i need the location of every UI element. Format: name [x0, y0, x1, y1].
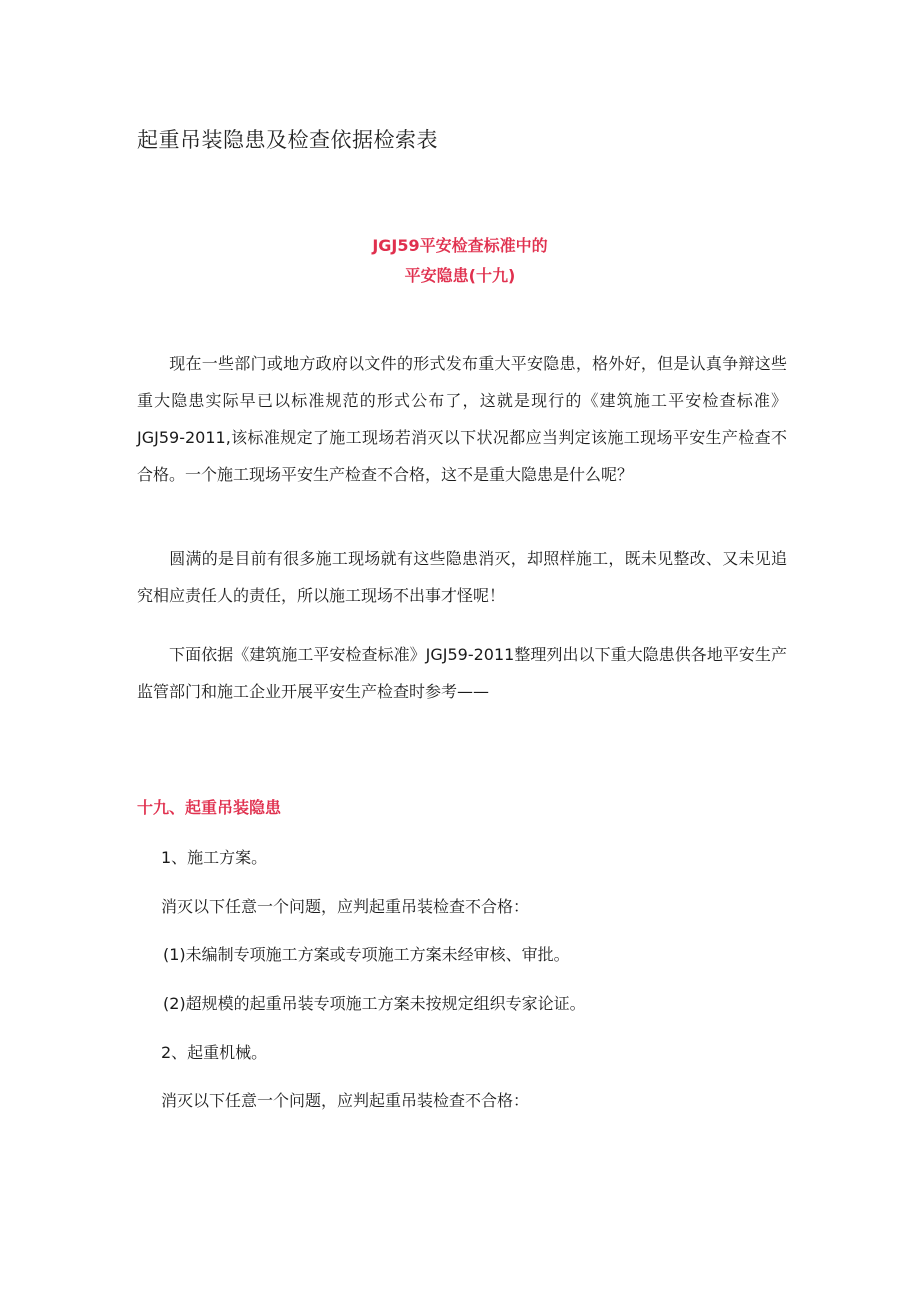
paragraph-text: 下面依据《建筑施工平安检查标准》JGJ59-2011整理列出以下重大隐患供各地平安生产监管部门和施工企业开展平安生产检查时参考—— — [137, 645, 787, 701]
intro-paragraph-2 — [137, 540, 787, 614]
paragraph-text: 圆满的是目前有很多施工现场就有这些隐患消灭，却照样施工，既未见整改、又未见追究相应责任人的责任，所以施工现场不出事才怪呢！ — [137, 549, 787, 605]
page-title: 起重吊装隐患及检查依据检索表 — [137, 128, 438, 152]
subheading-line-1: JGJ59平安检查标准中的 — [372, 236, 548, 255]
item-criteria-1: 消灭以下任意一个问题，应判起重吊装检查不合格： — [161, 897, 530, 916]
item-criteria-2: 消灭以下任意一个问题，应判起重吊装检查不合格： — [161, 1091, 530, 1110]
item-construction-plan: 1、施工方案。 — [161, 848, 268, 867]
item-sub-1: (1)未编制专项施工方案或专项施工方案未经审核、审批。 — [163, 945, 570, 964]
intro-paragraph-3 — [137, 636, 787, 710]
intro-paragraph-1 — [137, 345, 787, 493]
subheading-line-2: 平安隐患(十九) — [404, 266, 516, 285]
item-sub-2: (2)超规模的起重吊装专项施工方案未按规定组织专家论证。 — [163, 994, 586, 1013]
section-heading: 十九、起重吊装隐患 — [137, 798, 282, 817]
item-lifting-machinery: 2、起重机械。 — [161, 1043, 268, 1062]
paragraph-text: 现在一些部门或地方政府以文件的形式发布重大平安隐患，格外好，但是认真争辩这些重大隐患实际早已以标准规范的形式公布了，这就是现行的《建筑施工平安检查标准》JGJ59-2011,该标准规定了施工现场若消灭以下状况都应当判定该施工现场平安生产检查不合格。一个施工现场平安生产检查不合格，这不是重大隐患是什么呢？ — [137, 354, 787, 484]
